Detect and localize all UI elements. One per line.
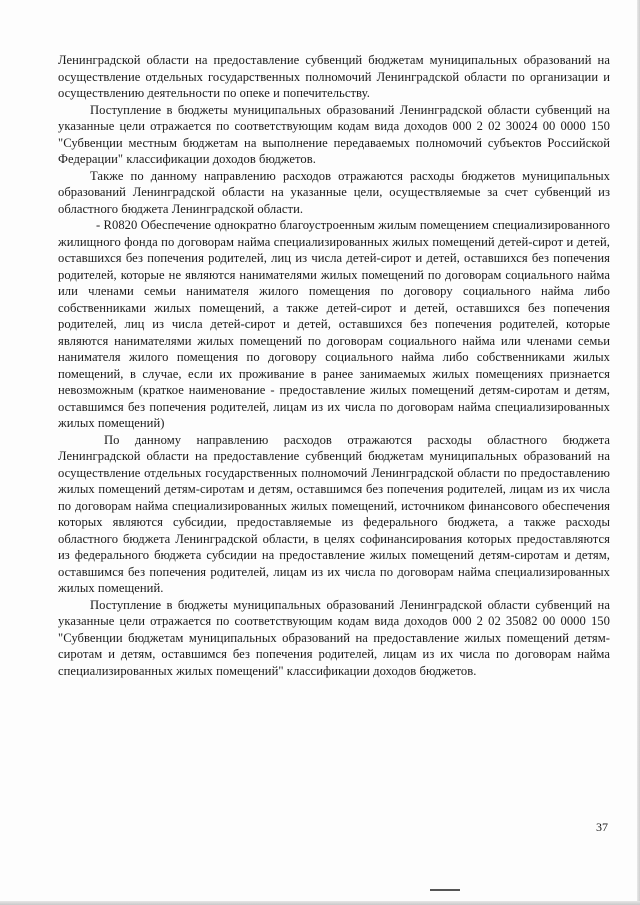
- paragraph-income-30024: Поступление в бюджеты муниципальных образований Ленинградской области субвенций на указанные цели отражается по соответствующим кодам вида доходов 000 2 02 30024 00 0000 150 "Субвенции местным бюджетам на выполнение передаваемых полномочий субъектов Российской Федерации" классификации доходов бюджетов.: [58, 102, 610, 166]
- paragraph-continuation: Ленинградской области на предоставление субвенций бюджетам муниципальных образований на осуществление отдельных государственных полномочий Ленинградской области по организации и осуществлению деятельности по опеке и попечительству.: [58, 53, 610, 100]
- page-number: 37: [596, 820, 608, 834]
- paragraph-municipal-expenses: Также по данному направлению расходов отражаются расходы бюджетов муниципальных образований Ленинградской области на указанные цели, осуществляемые за счет субвенций из областного бюджета Ленинградской области.: [58, 168, 610, 216]
- document-body: [58, 52, 610, 679]
- paragraph-income-35082: Поступление в бюджеты муниципальных образований Ленинградской области субвенций на указанные цели отражается по соответствующим кодам вида доходов 000 2 02 35082 00 0000 150 "Субвенции бюджетам муниципальных образований на предоставление жилых помещений детям-сиротам и детям, оставшимся без попечения родителей, лицам из их числа по договорам найма специализированных жилых помещений" классификации доходов бюджетов.: [58, 597, 610, 678]
- scan-edge-bottom: [0, 901, 640, 905]
- paragraph-regional-expenses: По данному направлению расходов отражаются расходы областного бюджета Ленинградской области на предоставление субвенций бюджетам муниципальных образований на осуществление отдельных государственных полномочий Ленинградской области по предоставлению жилых помещений детям-сиротам и детям, оставшимся без попечения родителей, лицам из их числа по договорам найма специализированных жилых помещений, источником финансового обеспечения которых являются субсидии, предоставляемые из федерального бюджета, а также расходы областного бюджета Ленинградской области, в целях софинансирования которых предоставляются из федерального бюджета субсидии на предоставление жилых помещений детям-сиротам и детям, оставшимся без попечения родителей, лицам из их числа по договорам найма специализированных жилых помещений.: [58, 432, 610, 595]
- scan-mark: [430, 889, 460, 891]
- paragraph-r0820-item: - R0820 Обеспечение однократно благоустроенным жилым помещением специализированного жилищного фонда по договорам найма специализированных жилых помещений детей-сирот и детей, оставшихся без попечения родителей, лиц из числа детей-сирот и детей, оставшихся без попечения родителей, которые не являются нанимателями жилых помещений по договорам социального найма или членами семьи нанимателя жилого помещения по договору социального найма либо собственниками жилых помещений, а также детей-сирот и детей, оставшихся без попечения родителей, лиц из числа детей-сирот и детей, оставшихся без попечения родителей, которые являются нанимателями жилых помещений по договорам социального найма или членами семьи нанимателя жилого помещения по договору социального найма либо собственниками жилых помещений, в случае, если их проживание в ранее занимаемых жилых помещениях признается невозможным (краткое наименование - предоставление жилых помещений детям-сиротам и детям, оставшимся без попечения родителей, лицам из их числа по договорам найма специализированных жилых помещений): [58, 218, 610, 430]
